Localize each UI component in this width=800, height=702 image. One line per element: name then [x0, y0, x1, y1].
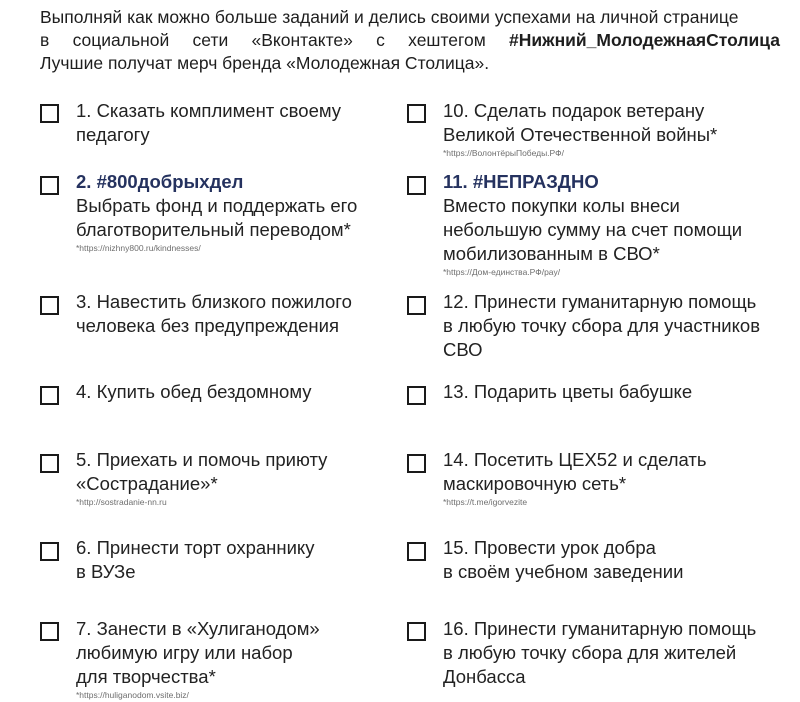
task-text — [76, 617, 390, 702]
task-line: «Сострадание»* — [76, 473, 218, 494]
task-checkbox[interactable] — [40, 104, 59, 123]
task-line: в ВУЗе — [76, 561, 136, 582]
intro-line-2 — [40, 29, 780, 52]
task-line: 7. Занести в «Хулиганодом» — [76, 618, 320, 639]
task-checkbox[interactable] — [40, 176, 59, 195]
task-line: в любую точку сбора для участников — [443, 315, 761, 336]
task-line: 13. Подарить цветы бабушке — [443, 381, 693, 402]
task-checkbox[interactable] — [407, 104, 426, 123]
task-line: любимую игру или набор — [76, 642, 293, 663]
task-text — [443, 290, 797, 362]
task-text — [443, 617, 797, 689]
task-line: благотворительный переводом* — [76, 219, 351, 240]
task-line: мобилизованным в СВО* — [443, 243, 660, 264]
task-line: в любую точку сбора для жителей — [443, 642, 737, 663]
intro-word: с — [376, 30, 385, 50]
task-line: 6. Принести торт охраннику — [76, 537, 315, 558]
task-text — [443, 536, 797, 584]
task-line: Выбрать фонд и поддержать его — [76, 195, 358, 216]
task-line: педагогу — [76, 124, 150, 145]
task-line: в своём учебном заведении — [443, 561, 684, 582]
intro-text — [40, 6, 780, 75]
task-checkbox[interactable] — [407, 622, 426, 641]
task-text — [76, 448, 390, 509]
task-hashtag: 11. #НЕПРАЗДНО — [443, 171, 599, 192]
task-text — [443, 448, 797, 509]
task-checkbox[interactable] — [407, 386, 426, 405]
intro-line-3: Лучшие получат мерч бренда «Молодежная Столица». — [40, 53, 490, 73]
task-text — [76, 536, 390, 584]
task-checkbox[interactable] — [40, 386, 59, 405]
task-checkbox[interactable] — [40, 296, 59, 315]
intro-word: в — [40, 30, 50, 50]
task-line: Вместо покупки колы внеси — [443, 195, 680, 216]
task-line: 14. Посетить ЦЕХ52 и сделать — [443, 449, 707, 470]
task-checkbox[interactable] — [40, 454, 59, 473]
task-text — [443, 380, 797, 404]
task-link-footnote: *https://ВолонтёрыПобеды.РФ/ — [443, 148, 564, 158]
task-link-footnote: *http://sostradanie-nn.ru — [76, 497, 167, 507]
task-line: 5. Приехать и помочь приюту — [76, 449, 328, 470]
task-checkbox[interactable] — [407, 296, 426, 315]
task-text — [76, 380, 390, 404]
task-line: 12. Принести гуманитарную помощь — [443, 291, 757, 312]
task-checkbox[interactable] — [40, 622, 59, 641]
task-text — [443, 170, 797, 279]
task-line: человека без предупреждения — [76, 315, 339, 336]
task-line: Великой Отечественной войны* — [443, 124, 718, 145]
task-line: 16. Принести гуманитарную помощь — [443, 618, 757, 639]
intro-line-1: Выполняй как можно больше заданий и делись своими успехами на личной странице — [40, 7, 739, 27]
task-line: 4. Купить обед бездомному — [76, 381, 312, 402]
task-link-footnote: *https://huliganodom.vsite.biz/ — [76, 690, 189, 700]
task-text — [76, 99, 390, 147]
task-link-footnote: *https://Дом-единства.РФ/pay/ — [443, 267, 561, 277]
task-hashtag: 2. #800добрыхдел — [76, 171, 244, 192]
task-line: 10. Сделать подарок ветерану — [443, 100, 705, 121]
task-line: Донбасса — [443, 666, 526, 687]
task-text — [76, 290, 390, 338]
task-checkbox[interactable] — [40, 542, 59, 561]
intro-word: «Вконтакте» — [251, 30, 353, 50]
intro-hashtag: #Нижний_МолодежнаяСтолица — [509, 30, 780, 50]
task-text — [443, 99, 797, 160]
task-line: СВО — [443, 339, 483, 360]
task-line: 3. Навестить близкого пожилого — [76, 291, 352, 312]
task-link-footnote: *https://nizhny800.ru/kindnesses/ — [76, 243, 201, 253]
task-link-footnote: *https://t.me/igorvezite — [443, 497, 528, 507]
task-checkbox[interactable] — [407, 176, 426, 195]
task-checkbox[interactable] — [407, 542, 426, 561]
task-line: маскировочную сеть* — [443, 473, 627, 494]
intro-word: социальной — [72, 30, 170, 50]
task-line: 15. Провести урок добра — [443, 537, 656, 558]
task-checkbox[interactable] — [407, 454, 426, 473]
task-line: 1. Сказать комплимент своему — [76, 100, 342, 121]
intro-word: сети — [192, 30, 229, 50]
task-line: небольшую сумму на счет помощи — [443, 219, 743, 240]
intro-word: хештегом — [408, 30, 486, 50]
task-text — [76, 170, 390, 255]
task-line: для творчества* — [76, 666, 216, 687]
